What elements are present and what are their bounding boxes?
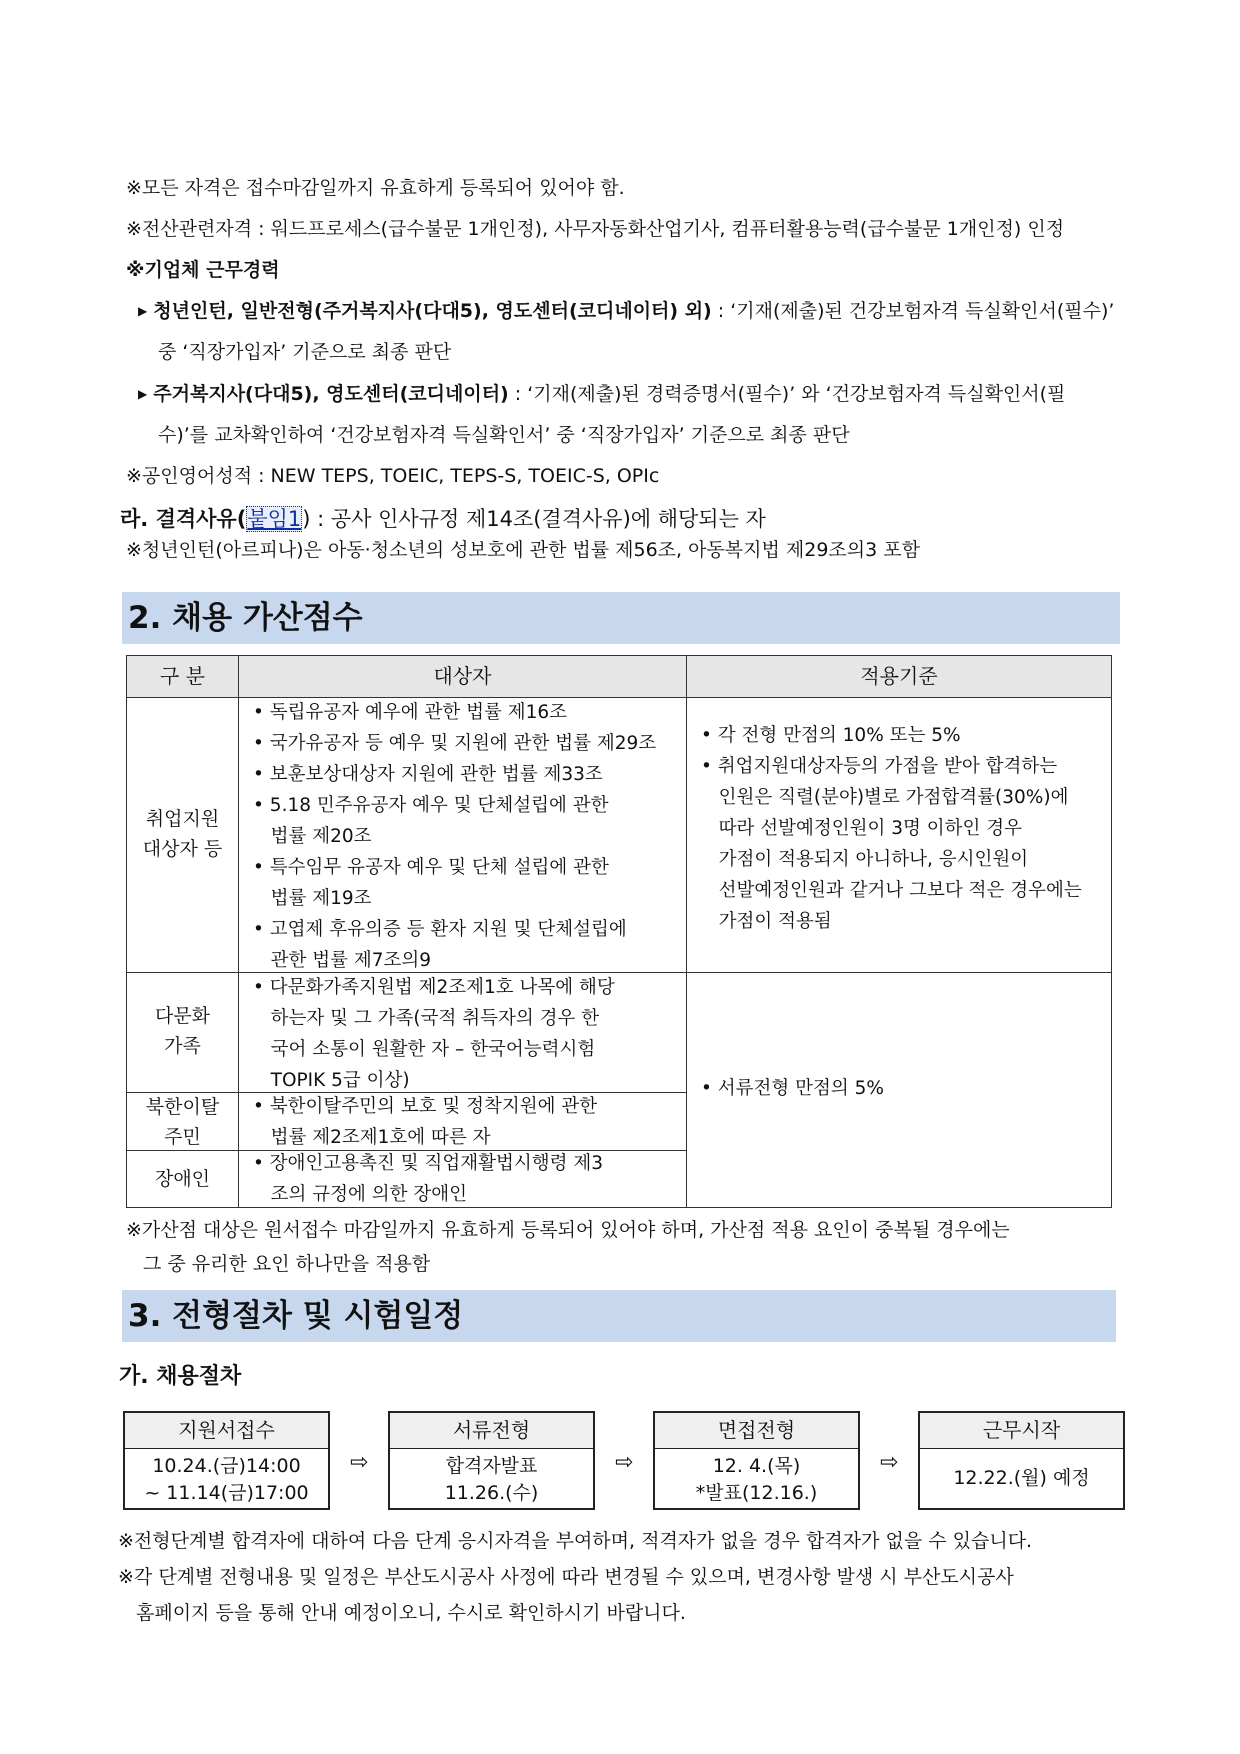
sub-heading-procedure: 가. 채용절차 xyxy=(119,1364,242,1389)
bullet-experience-intern-cont: 중 ‘직장가입자’ 기준으로 최종 판단 xyxy=(158,341,452,363)
row-multicultural-label: 다문화 가족 xyxy=(126,972,239,1093)
row-disabled-targets xyxy=(238,1150,687,1208)
list-item: 선발예정인원과 같거나 그보다 적은 경우에는 xyxy=(701,880,1082,901)
table-header-criteria: 적용기준 xyxy=(686,655,1112,698)
list-item: • 보훈보상대상자 지원에 관한 법률 제33조 xyxy=(253,764,603,785)
list-item: • 장애인고용촉진 및 직업재활법시행령 제3 xyxy=(253,1153,604,1174)
triangle-bullet-icon: ▶ xyxy=(138,304,148,318)
row-employment-support-targets xyxy=(238,697,687,973)
step-document-screening: 서류전형 합격자발표 11.26.(수) xyxy=(388,1411,595,1510)
row-north-korean-targets xyxy=(238,1092,687,1151)
list-item: • 서류전형 만점의 5% xyxy=(701,1078,885,1099)
list-item: 가점이 적용되지 아니하나, 응시인원이 xyxy=(701,849,1029,870)
list-item: • 고엽제 후유의증 등 환자 지원 및 단체설립에 xyxy=(253,919,627,940)
row-north-korean-label: 북한이탈 주민 xyxy=(126,1092,239,1151)
section-3-heading: 3. 전형절차 및 시험일정 xyxy=(122,1290,1116,1342)
table-header-category: 구 분 xyxy=(126,655,239,698)
list-item: 법률 제19조 xyxy=(253,888,372,909)
list-item: • 5.18 민주유공자 예우 및 단체설립에 관한 xyxy=(253,795,609,816)
note-it-certificates: ※전산관련자격 : 워드프로세스(급수불문 1개인정), 사무자동화산업기사, 컴퓨터활용능력(급수불문 1개인정) 인정 xyxy=(126,218,1065,240)
note-bonus-validity-cont: 그 중 유리한 요인 하나만을 적용함 xyxy=(143,1253,431,1275)
note-english-scores: ※공인영어성적 : NEW TEPS, TOEIC, TEPS-S, TOEIC-S, OPIc xyxy=(126,465,660,487)
list-item: 하는자 및 그 가족(국적 취득자의 경우 한 xyxy=(253,1008,600,1029)
table-header-target: 대상자 xyxy=(238,655,687,698)
note-youth-intern: ※청년인턴(아르피나)은 아동·청소년의 성보호에 관한 법률 제56조, 아동복지법 제29조의3 포함 xyxy=(126,539,920,561)
disqualification-line: 라. 결격사유(붙임1) : 공사 인사규정 제14조(결격사유)에 해당되는 자 xyxy=(120,507,766,531)
list-item: • 특수임무 유공자 예우 및 단체 설립에 관한 xyxy=(253,857,609,878)
list-item: 관한 법률 제7조의9 xyxy=(253,950,432,971)
note-work-experience: ※기업체 근무경력 xyxy=(126,259,280,281)
step-application: 지원서접수 10.24.(금)14:00 ~ 11.14(금)17:00 xyxy=(123,1411,330,1510)
bonus-points-table xyxy=(126,655,1112,1208)
row-employment-support-criteria xyxy=(686,697,1112,973)
note-qualification-valid: ※모든 자격은 접수마감일까지 유효하게 등록되어 있어야 함. xyxy=(126,177,625,199)
note-schedule-change: ※각 단계별 전형내용 및 일정은 부산도시공사 사정에 따라 변경될 수 있으며, 변경사항 발생 시 부산도시공사 xyxy=(118,1566,1014,1588)
list-item: • 북한이탈주민의 보호 및 정착지원에 관한 xyxy=(253,1096,598,1117)
list-item: 국어 소통이 원활한 자 – 한국어능력시험 xyxy=(253,1039,596,1060)
row-disabled-label: 장애인 xyxy=(126,1150,239,1208)
section-2-heading: 2. 채용 가산점수 xyxy=(122,592,1120,644)
note-stage-qualification: ※전형단계별 합격자에 대하여 다음 단계 응시자격을 부여하며, 적격자가 없을 경우 합격자가 없을 수 있습니다. xyxy=(118,1530,1033,1552)
note-schedule-change-cont: 홈페이지 등을 통해 안내 예정이오니, 수시로 확인하시기 바랍니다. xyxy=(136,1602,686,1624)
step-start-work: 근무시작 12.22.(월) 예정 xyxy=(918,1411,1125,1510)
row-multicultural-targets xyxy=(238,972,687,1093)
note-bonus-validity: ※가산점 대상은 원서접수 마감일까지 유효하게 등록되어 있어야 하며, 가산점 적용 요인이 중복될 경우에는 xyxy=(126,1219,1010,1241)
list-item: • 독립유공자 예우에 관한 법률 제16조 xyxy=(253,702,568,723)
bullet-experience-housing-cont: 수)’를 교차확인하여 ‘건강보험자격 득실확인서’ 중 ‘직장가입자’ 기준으로 최종 판단 xyxy=(158,424,850,446)
list-item: 법률 제20조 xyxy=(253,826,372,847)
bullet-experience-intern: ▶ 청년인턴, 일반전형(주거복지사(다대5), 영도센터(코디네이터) 외) : ‘기재(제출)된 건강보험자격 득실확인서(필수)’ xyxy=(138,300,1115,322)
bullet-experience-housing: ▶ 주거복지사(다대5), 영도센터(코디네이터) : ‘기재(제출)된 경력증명서(필수)’ 와 ‘건강보험자격 득실확인서(필 xyxy=(138,383,1066,405)
list-item: TOPIK 5급 이상) xyxy=(253,1070,410,1091)
arrow-right-icon: ⇨ xyxy=(350,1450,369,1475)
list-item: • 다문화가족지원법 제2조제1호 나목에 해당 xyxy=(253,977,615,998)
list-item: 인원은 직렬(분야)별로 가점합격률(30%)에 xyxy=(701,787,1069,808)
arrow-right-icon: ⇨ xyxy=(615,1450,634,1475)
step-interview: 면접전형 12. 4.(목) *발표(12.16.) xyxy=(653,1411,860,1510)
list-item: • 취업지원대상자등의 가점을 받아 합격하는 xyxy=(701,756,1058,777)
rows-other-criteria xyxy=(686,972,1112,1208)
attachment-1-link[interactable]: 붙임1 xyxy=(247,507,302,531)
arrow-right-icon: ⇨ xyxy=(880,1450,899,1475)
list-item: 따라 선발예정인원이 3명 이하인 경우 xyxy=(701,818,1023,839)
triangle-bullet-icon: ▶ xyxy=(138,387,148,401)
list-item: 조의 규정에 의한 장애인 xyxy=(253,1184,467,1205)
list-item: 가점이 적용됨 xyxy=(701,911,832,932)
list-item: 법률 제2조제1호에 따른 자 xyxy=(253,1127,491,1148)
list-item: • 각 전형 만점의 10% 또는 5% xyxy=(701,725,961,746)
row-employment-support-label: 취업지원 대상자 등 xyxy=(126,697,239,973)
list-item: • 국가유공자 등 예우 및 지원에 관한 법률 제29조 xyxy=(253,733,657,754)
